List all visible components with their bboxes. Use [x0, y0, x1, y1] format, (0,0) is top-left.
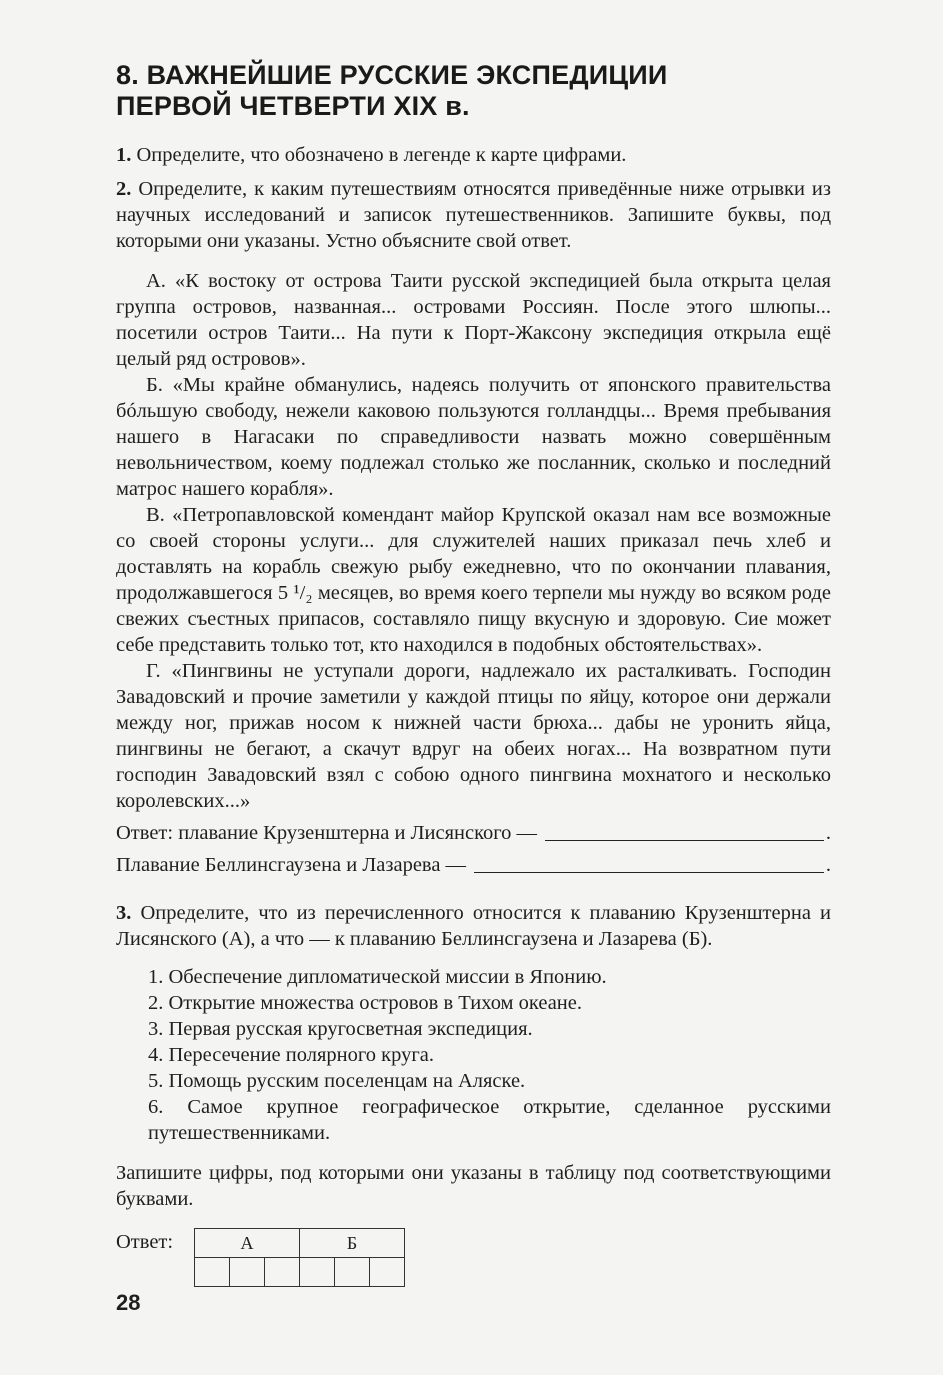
- answer-line-kruzenshtern: [116, 820, 831, 846]
- page-number: 28: [116, 1290, 141, 1315]
- answer-line-bellingshausen-label: Плавание Беллинсгаузена и Лазарева —: [116, 854, 467, 876]
- task-3-instruction: Запишите цифры, под которыми они указаны в таблицу под соответствующими буквами.: [116, 1162, 831, 1210]
- task-3-text: Определите, что из перечисленного относится к плаванию Крузенштерна и Лисянского (А), а что — к плаванию Беллинсгаузена и Лазарева (Б).: [116, 902, 831, 950]
- quote-g: Г. «Пингвины не уступали дороги, надлежало их расталкивать. Господин Завадовский и прочие заметили у каждой птицы по яйцу, которое они держали между ног, прижав носом к нижней части брюха... дабы не уронить яйца, пингвины не бегают, а скачут вдруг на обеих ногах... На возвратном пути господин Завадовский взял с собою одного пингвина мохнатого и несколько королевских...»: [116, 660, 831, 812]
- section-title-line-1: 8. ВАЖНЕЙШИЕ РУССКИЕ ЭКСПЕДИЦИИ: [116, 60, 668, 90]
- list-item: 3. Первая русская кругосветная экспедиция.: [148, 1018, 533, 1040]
- task-1: [116, 142, 831, 168]
- answer-cell-a-2[interactable]: [230, 1258, 265, 1287]
- answer-table-row: [116, 1228, 831, 1287]
- answer-table-label: Ответ:: [116, 1231, 174, 1253]
- list-item: 1. Обеспечение дипломатической миссии в Японию.: [148, 966, 607, 988]
- task-3-number: 3.: [116, 902, 132, 924]
- answer-line-kruzenshtern-label: Ответ: плавание Крузенштерна и Лисянского —: [116, 822, 538, 844]
- section-title: [116, 60, 831, 122]
- task-2-number: 2.: [116, 178, 132, 200]
- list-item: 5. Помощь русским поселенцам на Аляске.: [148, 1070, 526, 1092]
- answer-cell-a-1[interactable]: [195, 1258, 230, 1287]
- task-1-text: Определите, что обозначено в легенде к карте цифрами.: [131, 144, 627, 166]
- task-3: [116, 900, 831, 952]
- quote-v: В. «Петропавловской комендант майор Крупской оказал нам все возможные со своей стороны услуги... для служителей наших приказал печь хлеб и доставлять на корабль свежую рыбу ежедневно, что по окончании плавания, продолжавшегося 5 ¹/₂ месяцев, во время коего терпели мы нужду во всяком роде свежих съестных припасов, составляло пищу вкусную и здоровую. Сие может себе представить только тот, кто находился в подобных обстоятельствах».: [116, 504, 831, 656]
- answer-line-bellingshausen: [116, 852, 831, 878]
- task-2: [116, 176, 831, 254]
- quote-b: Б. «Мы крайне обманулись, надеясь получить от японского правительства бóльшую свободу, нежели каковою пользуются голландцы... Время пребывания нашего в Нагасаки по справедливости назвать можно совершённым невольничеством, коему подлежал столько же посланник, сколько и последний матрос нашего корабля».: [116, 374, 831, 500]
- answer-table-header-b: Б: [300, 1229, 405, 1258]
- answer-blank-bellingshausen[interactable]: [474, 872, 824, 873]
- list-item: 4. Пересечение полярного круга.: [148, 1044, 434, 1066]
- answer-cell-b-3[interactable]: [370, 1258, 405, 1287]
- answer-table: [194, 1228, 405, 1287]
- answer-cell-a-3[interactable]: [265, 1258, 300, 1287]
- answer-line-kruzenshtern-end: .: [825, 822, 831, 844]
- task-3-list: [116, 964, 831, 1146]
- quote-a: А. «К востоку от острова Таити русской экспедицией была открыта целая группа островов, названная... островами Россиян. После этого шлюпы... посетили остров Таити... На пути к Порт-Жаксону экспедиция открыла ещё целый ряд островов».: [116, 270, 831, 370]
- quotes-block: [116, 268, 831, 814]
- list-item: 2. Открытие множества островов в Тихом океане.: [148, 992, 582, 1014]
- answer-line-bellingshausen-end: .: [825, 854, 831, 876]
- section-title-line-2: ПЕРВОЙ ЧЕТВЕРТИ XIX в.: [116, 91, 470, 121]
- answer-cell-b-2[interactable]: [335, 1258, 370, 1287]
- task-1-number: 1.: [116, 144, 132, 166]
- task-2-text: Определите, к каким путешествиям относятся приведённые ниже отрывки из научных исследований и записок путешественников. Запишите буквы, под которыми они указаны. Устно объясните свой ответ.: [116, 178, 831, 252]
- list-item: 6. Самое крупное географическое открытие, сделанное русскими путешественниками.: [148, 1096, 831, 1144]
- answer-cell-b-1[interactable]: [300, 1258, 335, 1287]
- answer-table-header-a: А: [195, 1229, 300, 1258]
- answer-blank-kruzenshtern[interactable]: [545, 840, 824, 841]
